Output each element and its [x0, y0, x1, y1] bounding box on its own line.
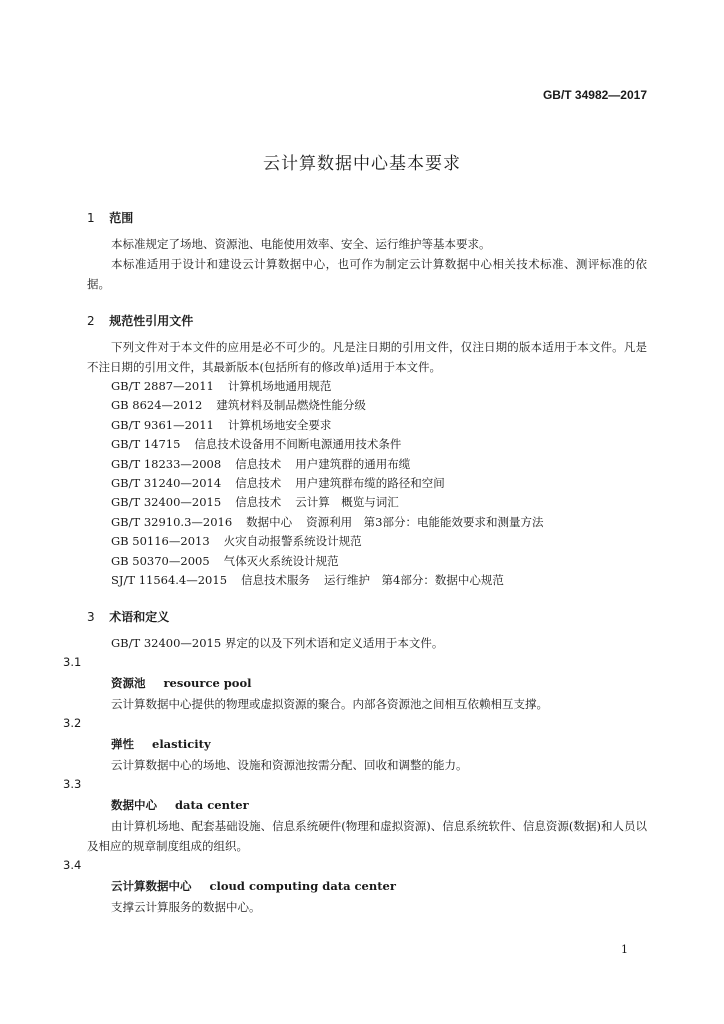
term-definition: 支撑云计算服务的数据中心。 [111, 900, 261, 915]
reference-title: 火灾自动报警系统设计规范 [223, 534, 362, 549]
term-heading [87, 733, 647, 755]
reference-code: GB/T 9361—2011 [111, 417, 214, 432]
reference-subtitle: 云计算 概览与词汇 [295, 495, 399, 510]
reference-item [87, 552, 647, 571]
term-heading [87, 794, 647, 816]
section-number: 2 [87, 314, 95, 328]
reference-title: 建筑材料及制品燃烧性能分级 [216, 398, 366, 413]
reference-code: GB/T 2887—2011 [111, 379, 214, 393]
section-number: 1 [87, 211, 95, 225]
reference-code: GB/T 32910.3—2016 [111, 514, 233, 529]
term-chinese: 数据中心 [111, 798, 157, 813]
reference-title: 信息技术 [235, 495, 282, 510]
scope-paragraph-2: 本标准适用于设计和建设云计算数据中心，也可作为制定云计算数据中心相关技术标准、测评标准的依据。 [87, 257, 647, 291]
reference-item [87, 532, 647, 551]
term-number: 3.1 [63, 655, 82, 670]
reference-code: GB 50370—2005 [111, 553, 210, 568]
reference-code: GB 50116—2013 [111, 534, 210, 549]
term-chinese: 弹性 [111, 737, 134, 752]
term-number: 3.2 [63, 716, 82, 731]
term-chinese: 资源池 [111, 676, 146, 691]
standard-code: GB/T 34982—2017 [542, 88, 647, 102]
reference-title: 计算机场地安全要求 [227, 417, 332, 432]
reference-code: SJ/T 11564.4—2015 [111, 573, 228, 588]
reference-subtitle: 运行维护 第4部分：数据中心规范 [324, 573, 504, 588]
reference-title: 信息技术服务 [241, 573, 311, 588]
reference-code: GB/T 32400—2015 [111, 495, 222, 510]
term-heading [87, 875, 647, 897]
term-definition: 云计算数据中心的场地、设施和资源池按需分配、回收和调整的能力。 [111, 758, 468, 773]
reference-item [87, 493, 647, 512]
reference-title: 信息技术 [235, 476, 282, 491]
reference-title: 计算机场地通用规范 [227, 379, 332, 393]
term-entry [63, 856, 647, 917]
reference-item [87, 377, 647, 396]
term-list [63, 653, 647, 917]
reference-item [87, 571, 647, 590]
term-english: resource pool [163, 676, 252, 691]
term-definition: 由计算机场地、配套基础设施、信息系统硬件(物理和虚拟资源)、信息系统软件、信息资源(数据)和人员以及相应的规章制度组成的组织。 [87, 819, 647, 854]
term-entry [63, 653, 647, 714]
term-definition: 云计算数据中心提供的物理或虚拟资源的聚合。内部各资源池之间相互依赖相互支撑。 [111, 697, 548, 712]
scope-paragraph-1: 本标准规定了场地、资源池、电能使用效率、安全、运行维护等基本要求。 [111, 237, 491, 251]
section-title: 规范性引用文件 [109, 314, 194, 328]
term-english: cloud computing data center [209, 879, 396, 894]
reference-subtitle: 用户建筑群布缆的路径和空间 [295, 476, 445, 491]
reference-list [87, 377, 647, 590]
term-entry [63, 714, 647, 775]
document-title: 云计算数据中心基本要求 [263, 154, 461, 174]
term-english: elasticity [152, 737, 211, 752]
section-heading-normative [87, 311, 647, 331]
reference-title: 信息技术设备用不间断电源通用技术条件 [194, 437, 402, 452]
terms-intro: GB/T 32400—2015 界定的以及下列术语和定义适用于本文件。 [111, 636, 444, 651]
reference-title: 气体灭火系统设计规范 [223, 553, 339, 568]
term-number: 3.3 [63, 777, 82, 792]
term-entry [63, 775, 647, 856]
reference-item [87, 455, 647, 474]
reference-code: GB/T 14715 [111, 437, 181, 452]
reference-item [87, 416, 647, 435]
reference-subtitle: 用户建筑群的通用布缆 [295, 456, 411, 471]
term-heading [87, 672, 647, 694]
section-heading-terms [87, 607, 647, 627]
term-english: data center [175, 798, 249, 813]
section-title: 范围 [109, 211, 134, 225]
reference-item [87, 474, 647, 493]
reference-title: 信息技术 [235, 456, 282, 471]
reference-item [87, 396, 647, 415]
reference-code: GB/T 18233—2008 [111, 456, 222, 471]
reference-code: GB/T 31240—2014 [111, 476, 222, 491]
document-body [63, 208, 647, 917]
reference-title: 数据中心 [246, 514, 293, 529]
section-title: 术语和定义 [109, 610, 170, 625]
term-number: 3.4 [63, 858, 82, 873]
section-number: 3 [87, 610, 95, 625]
term-chinese: 云计算数据中心 [111, 879, 192, 894]
reference-item [87, 435, 647, 454]
section-heading-scope [87, 208, 647, 228]
normative-intro: 下列文件对于本文件的应用是必不可少的。凡是注日期的引用文件，仅注日期的版本适用于本文件。凡是不注日期的引用文件，其最新版本(包括所有的修改单)适用于本文件。 [87, 340, 647, 374]
reference-subtitle: 资源利用 第3部分：电能能效要求和测量方法 [306, 514, 544, 529]
page-number: 1 [621, 943, 628, 956]
reference-item [87, 513, 647, 532]
reference-code: GB 8624—2012 [111, 398, 203, 413]
